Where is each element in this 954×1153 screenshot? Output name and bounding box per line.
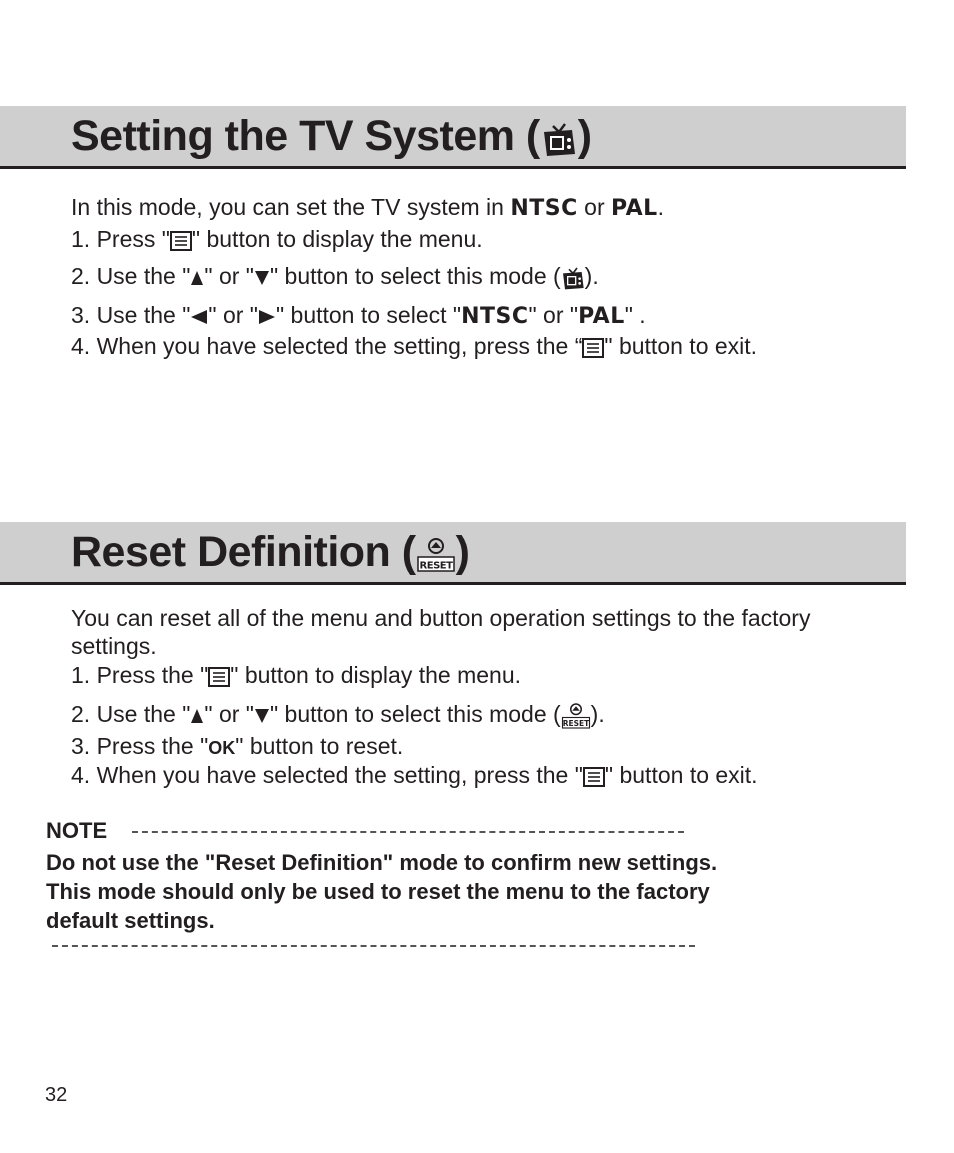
tv-step-4: 4. When you have selected the setting, press the “ " button to exit. [71, 333, 758, 359]
note-line-2: This mode should only be used to reset the menu to the factory [46, 879, 710, 904]
down-arrow-icon [254, 270, 270, 286]
section-title-tv-system: Setting the TV System ( ) [71, 112, 592, 160]
note-heading: NOTE [46, 818, 108, 843]
tv-step-1: 1. Press " " button to display the menu. [71, 226, 483, 252]
reset-step-3: 3. Press the "OK" button to reset. [71, 733, 404, 759]
left-arrow-icon [190, 309, 208, 325]
right-arrow-icon [258, 309, 276, 325]
section-title-reset: Reset Definition ( RESET ) [71, 528, 470, 576]
reset-step-2: 2. Use the " " or " " button to select this mode ( RESET ). [71, 701, 605, 729]
reset-icon [416, 537, 456, 573]
menu-icon [170, 231, 192, 251]
note-bottom-divider [52, 945, 695, 947]
note-line-1: Do not use the "Reset Definition" mode to confirm new settings. [46, 850, 718, 875]
reset-step-4: 4. When you have selected the setting, press the " " button to exit. [71, 762, 758, 788]
up-arrow-icon [190, 708, 204, 724]
svg-text:RESET: RESET [419, 560, 453, 572]
reset-step-1: 1. Press the " " button to display the menu. [71, 662, 522, 688]
note-top-divider [132, 831, 684, 833]
ntsc-label: NTSC [510, 196, 578, 221]
tv-intro: In this mode, you can set the TV system in NTSC or PAL. [71, 194, 665, 221]
tv-icon [561, 264, 585, 292]
page-number: 32 [45, 1084, 68, 1106]
tv-icon [541, 120, 577, 158]
svg-text:RESET: RESET [562, 719, 589, 729]
menu-icon [208, 667, 230, 687]
tv-step-2: 2. Use the " " or " " button to select this mode ( ). [71, 262, 599, 292]
menu-icon [582, 338, 604, 358]
menu-icon [583, 767, 605, 787]
ok-label: OK [208, 738, 236, 758]
pal-label: PAL [611, 196, 658, 221]
tv-step-3: 3. Use the " " or " " button to select "NTSC" or "PAL" . [71, 302, 646, 329]
reset-icon [561, 702, 591, 730]
note-line-3: default settings. [46, 908, 215, 933]
down-arrow-icon [254, 708, 270, 724]
up-arrow-icon [190, 270, 204, 286]
reset-intro: You can reset all of the menu and button operation settings to the factory settings. [71, 605, 811, 659]
